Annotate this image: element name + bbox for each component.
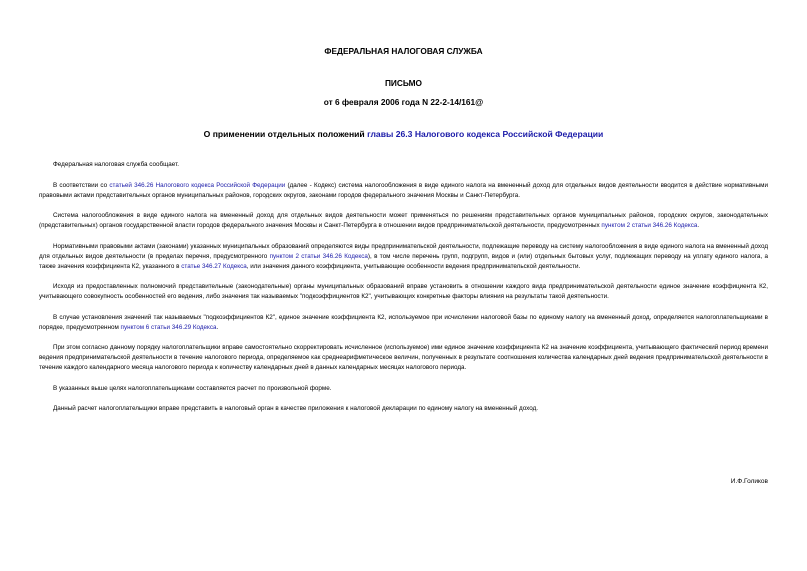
paragraph-3-text-b: .	[697, 222, 700, 229]
paragraph-6-text-a: В случае установления значений так называемых "подкоэффициентов К2", единое значение коэффициента К2, используемое при исчислении налоговой базы по единому налогу на вмененный доход, определяется налогоплательщиками в порядке, предусмотренном	[39, 313, 768, 331]
paragraph-6-text-b: .	[216, 323, 219, 331]
agency-title: ФЕДЕРАЛЬНАЯ НАЛОГОВАЯ СЛУЖБА	[324, 46, 483, 56]
subject-prefix: О применении отдельных положений	[203, 129, 368, 139]
paragraph-4	[39, 242, 768, 272]
paragraph-4-text-b: ), в том числе перечень групп, подгрупп, видов и (или) отдельных бытовых услуг, подлежащих переводу на уплату единого налога, а также значения коэффициента К2, указанного в	[39, 252, 768, 270]
paragraph-3-text-a: Система налогообложения в виде единого налога на вмененный доход для отдельных видов деятельности может применяться по решениям представительных органов муниципальных районов, городских округов, законодательных (представительных) органов государственной власти городов федерального значения Москвы и Санкт-Петербурга в отношении видов предпринимательской деятельности, предусмотренных	[39, 212, 768, 229]
paragraph-4-text-c: , или значения данного коэффициента, учитывающие особенности ведения предпринимательской деятельности.	[246, 262, 581, 270]
article-346-26-link[interactable]: статьей 346.26 Налогового кодекса Российской Федерации	[109, 181, 286, 189]
article-346-27-link[interactable]: статье 346.27 Кодекса	[181, 262, 247, 270]
document-body	[39, 160, 768, 425]
paragraph-4-text-a: Нормативными правовыми актами (законами) указанных муниципальных образований определяются виды предпринимательской деятельности, подлежащие переводу на систему налогообложения в виде единого налога на вмененный доход для отдельных видов деятельности (в пределах перечня, предусмотренного	[39, 242, 768, 260]
paragraph-1: Федеральная налоговая служба сообщает.	[53, 161, 180, 168]
paragraph-3	[39, 211, 768, 231]
clause-6-article-346-29-link[interactable]: пунктом 6 статьи 346.29 Кодекса	[120, 323, 217, 331]
document-date-number: от 6 февраля 2006 года N 22-2-14/161@	[323, 97, 484, 107]
paragraph-5: Исходя из предоставленных полномочий представительные (законодательные) органы муниципальных образований вправе установить в отношении каждого вида предпринимательской деятельности единое значение коэффициента К2, учитывающего совокупность особенностей его ведения, либо значения так называемых "подкоэффициентов К2", учитывающих конкретные факторы влияния на результаты такой деятельности.	[39, 283, 768, 300]
paragraph-2-text-a: В соответствии со	[53, 181, 110, 189]
paragraph-7: При этом согласно данному порядку налогоплательщики вправе самостоятельно скорректировать исчисленное (используемое) ими единое значение коэффициента К2 на значение коэффициента, учитывающего фактический период времени ведения предпринимательской деятельности в течение налогового периода, определяемое как среднеарифметическое величин, полученных в результате соотношения количества календарных дней ведения предпринимательской деятельности в течение каждого календарного месяца налогового периода к количеству календарных дней в данных календарных месяцах налогового периода.	[39, 344, 768, 371]
paragraph-8: В указанных выше целях налогоплательщиками составляется расчет по произвольной форме.	[53, 384, 332, 392]
paragraph-2	[39, 181, 768, 201]
clause-2-article-346-26-link[interactable]: пунктом 2 статьи 346.26 Кодекса	[601, 222, 698, 229]
subject-chapter-link[interactable]: главы 26.3 Налогового кодекса Российской Федерации	[367, 129, 604, 139]
clause-2-article-346-26-link-2[interactable]: пунктом 2 статьи 346.26 Кодекса	[269, 252, 368, 260]
signature: И.Ф.Голиков	[730, 478, 768, 485]
document-subject	[0, 129, 807, 139]
paragraph-2-text-b: (далее - Кодекс) система налогообложения в виде единого налога на вмененный доход для отдельных видов деятельности вводится в действие нормативными правовыми актами представительных органов муниципальных районов, городских округов, законами городов федерального значения Москвы и Санкт-Петербурга.	[39, 181, 769, 199]
document-type: ПИСЬМО	[384, 78, 423, 88]
paragraph-6	[39, 313, 768, 333]
paragraph-9: Данный расчет налогоплательщики вправе представить в налоговый орган в качестве приложения к налоговой декларации по единому налогу на вмененный доход.	[53, 405, 539, 412]
